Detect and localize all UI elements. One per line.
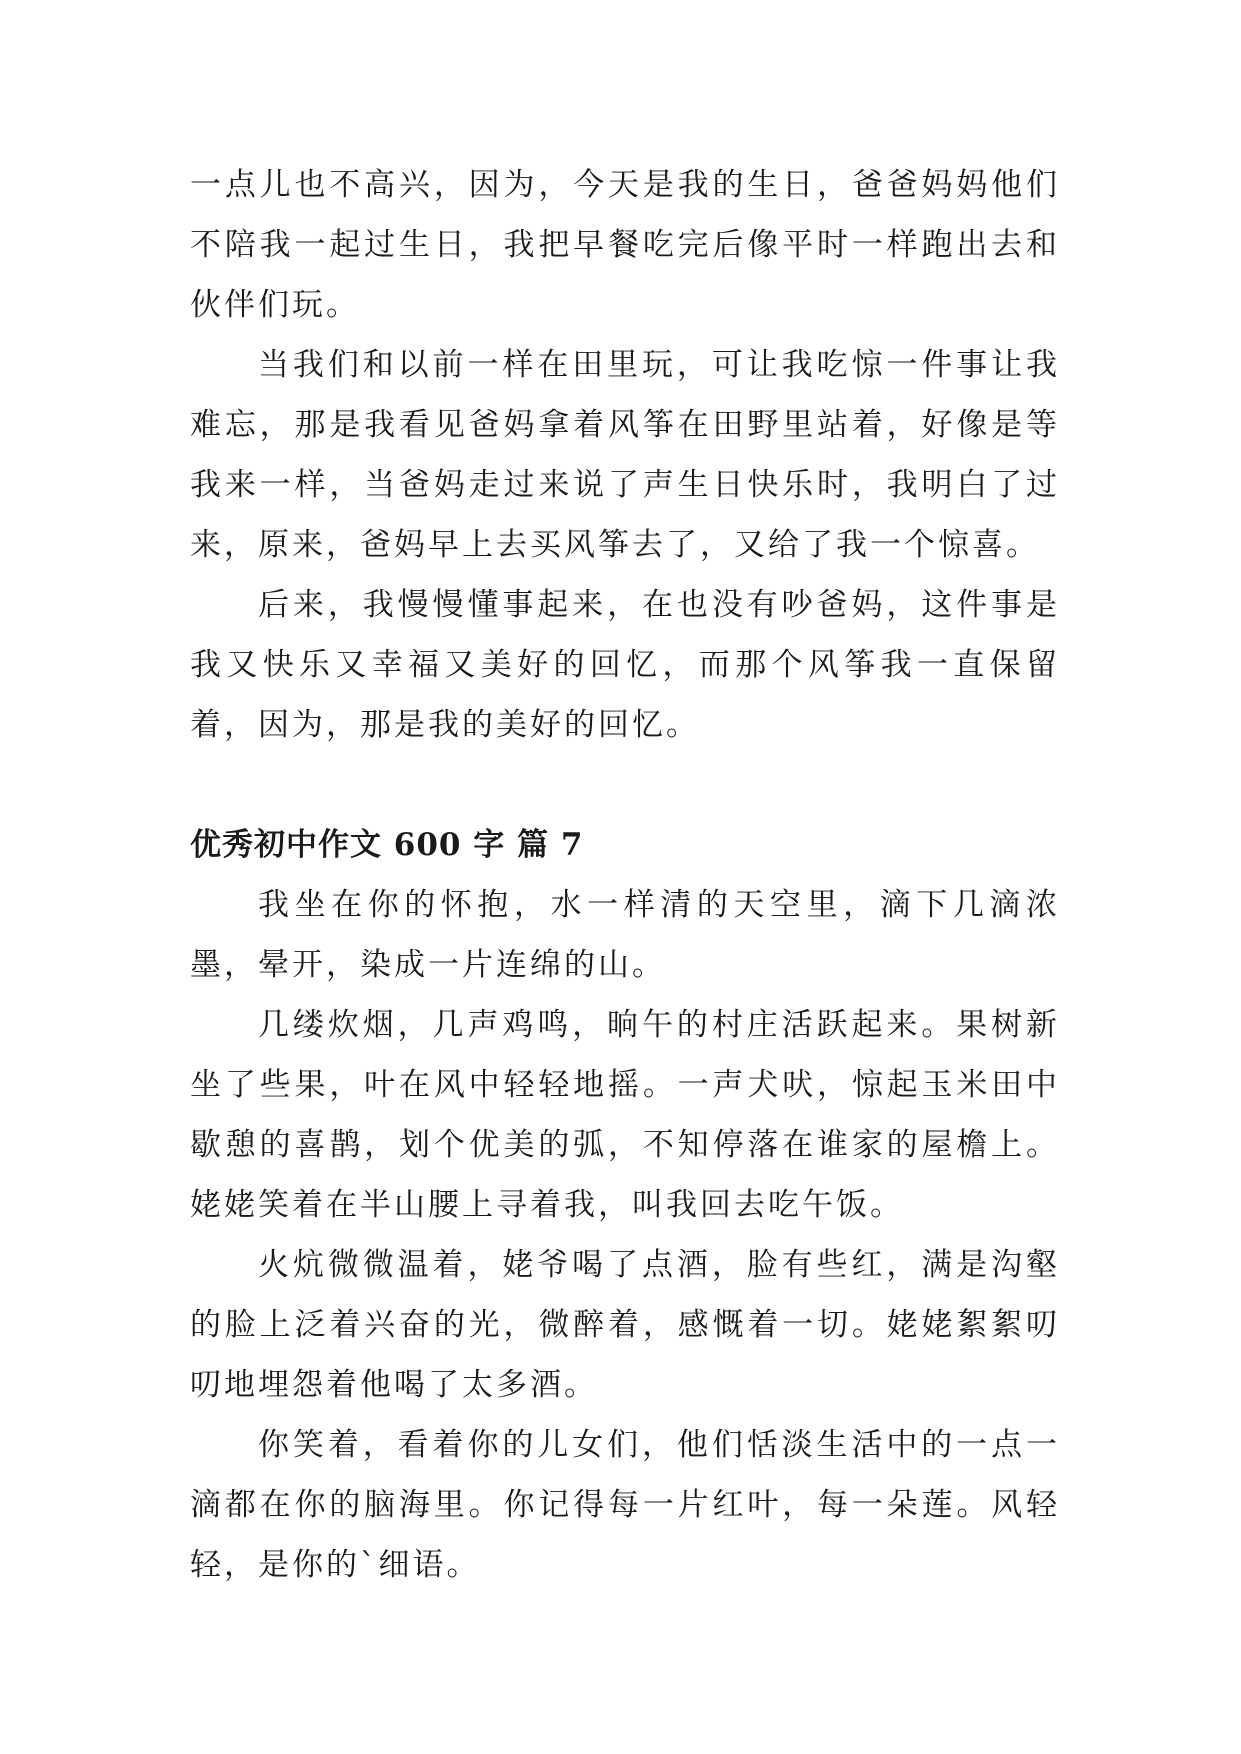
paragraph: 我坐在你的怀抱，水一样清的天空里，滴下几滴浓墨，晕开，染成一片连绵的山。 [190, 887, 1060, 983]
paragraph-continuation: 一点儿也不高兴，因为，今天是我的生日，爸爸妈妈他们不陪我一起过生日，我把早餐吃完后像平时一样跑出去和伙伴们玩。 [190, 167, 1060, 323]
document-body [190, 155, 1060, 1595]
section-title: 优秀初中作文 600 字 篇 7 [190, 827, 584, 863]
paragraph: 几缕炊烟，几声鸡鸣，晌午的村庄活跃起来。果树新坐了些果，叶在风中轻轻地摇。一声犬吠，惊起玉米田中歇憩的喜鹊，划个优美的弧，不知停落在谁家的屋檐上。姥姥笑着在半山腰上寻着我，叫我回去吃午饭。 [190, 1007, 1060, 1223]
paragraph: 当我们和以前一样在田里玩，可让我吃惊一件事让我难忘，那是我看见爸妈拿着风筝在田野里站着，好像是等我来一样，当爸妈走过来说了声生日快乐时，我明白了过来，原来，爸妈早上去买风筝去了，又给了我一个惊喜。 [190, 347, 1060, 563]
paragraph: 你笑着，看着你的儿女们，他们恬淡生活中的一点一滴都在你的脑海里。你记得每一片红叶，每一朵莲。风轻轻，是你的`细语。 [190, 1427, 1060, 1583]
paragraph: 火炕微微温着，姥爷喝了点酒，脸有些红，满是沟壑的脸上泛着兴奋的光，微醉着，感慨着一切。姥姥絮絮叨叨地埋怨着他喝了太多酒。 [190, 1247, 1060, 1403]
paragraph: 后来，我慢慢懂事起来，在也没有吵爸妈，这件事是我又快乐又幸福又美好的回忆，而那个风筝我一直保留着，因为，那是我的美好的回忆。 [190, 587, 1060, 743]
